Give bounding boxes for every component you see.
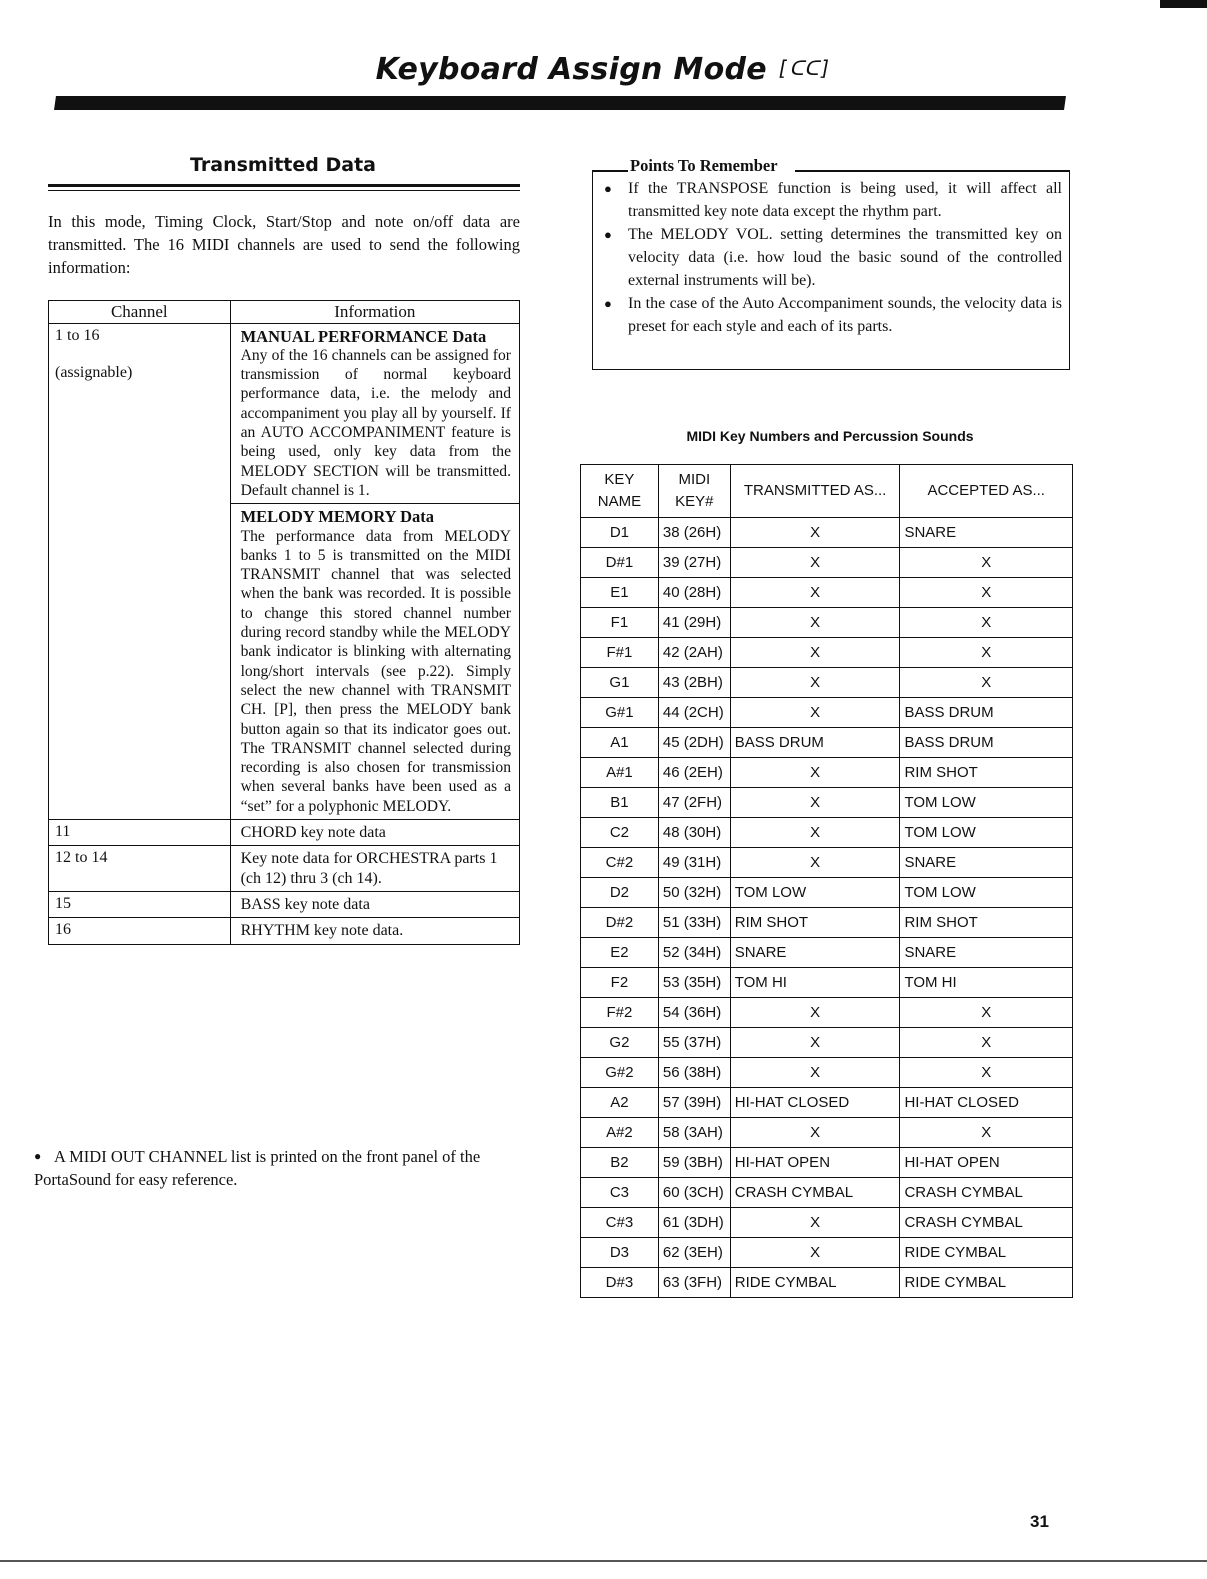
point-text: The MELODY VOL. setting determines the transmitted key on velocity data (i.e. how loud the basic sound of the controlled external instruments will be). bbox=[628, 226, 1062, 289]
midi-key-cell: 50 (32H) bbox=[658, 878, 730, 908]
table-row bbox=[581, 608, 1073, 638]
accepted-cell: X bbox=[900, 668, 1073, 698]
key-name-cell: C#2 bbox=[581, 848, 659, 878]
info-cell-memory bbox=[230, 504, 519, 820]
transmitted-cell: X bbox=[730, 998, 900, 1028]
title-underline-bar bbox=[54, 96, 1066, 110]
midi-key-cell: 56 (38H) bbox=[658, 1058, 730, 1088]
midi-key-cell: 48 (30H) bbox=[658, 818, 730, 848]
channel-cell: 16 bbox=[49, 918, 231, 944]
midi-key-cell: 41 (29H) bbox=[658, 608, 730, 638]
midi-key-cell: 43 (2BH) bbox=[658, 668, 730, 698]
transmitted-cell: X bbox=[730, 608, 900, 638]
table-row bbox=[581, 788, 1073, 818]
key-name-cell: C#3 bbox=[581, 1208, 659, 1238]
channel-table bbox=[48, 300, 520, 945]
accepted-cell: X bbox=[900, 578, 1073, 608]
accepted-cell: TOM LOW bbox=[900, 818, 1073, 848]
key-name-cell: B2 bbox=[581, 1148, 659, 1178]
accepted-cell: BASS DRUM bbox=[900, 728, 1073, 758]
info-cell: RHYTHM key note data. bbox=[230, 918, 519, 944]
key-name-cell: F#2 bbox=[581, 998, 659, 1028]
midi-table-heading: MIDI Key Numbers and Percussion Sounds bbox=[686, 428, 974, 444]
table-row bbox=[581, 818, 1073, 848]
table-row bbox=[581, 698, 1073, 728]
key-name-cell: E1 bbox=[581, 578, 659, 608]
table-row bbox=[49, 323, 520, 504]
channel-cell bbox=[49, 323, 231, 819]
key-name-cell: G#2 bbox=[581, 1058, 659, 1088]
page-title bbox=[0, 52, 1207, 87]
transmitted-cell: RIM SHOT bbox=[730, 908, 900, 938]
table-row bbox=[581, 938, 1073, 968]
table-row bbox=[581, 1178, 1073, 1208]
table-row bbox=[581, 518, 1073, 548]
accepted-cell: CRASH CYMBAL bbox=[900, 1178, 1073, 1208]
col-header-midi-key: MIDI KEY# bbox=[658, 465, 730, 518]
col-header-accepted: ACCEPTED AS... bbox=[900, 465, 1073, 518]
info-cell: Key note data for ORCHESTRA parts 1 (ch 12) thru 3 (ch 14). bbox=[230, 846, 519, 892]
accepted-cell: CRASH CYMBAL bbox=[900, 1208, 1073, 1238]
key-name-cell: B1 bbox=[581, 788, 659, 818]
section-heading: Transmitted Data bbox=[190, 154, 376, 176]
points-box-top-rule bbox=[795, 170, 1070, 172]
midi-key-cell: 51 (33H) bbox=[658, 908, 730, 938]
transmitted-cell: X bbox=[730, 818, 900, 848]
info-cell: CHORD key note data bbox=[230, 820, 519, 846]
channel-note: (assignable) bbox=[55, 364, 133, 382]
key-name-cell: A#1 bbox=[581, 758, 659, 788]
table-row bbox=[581, 998, 1073, 1028]
table-row bbox=[581, 1148, 1073, 1178]
midi-key-cell: 63 (3FH) bbox=[658, 1268, 730, 1298]
table-row bbox=[49, 820, 520, 846]
transmitted-cell: SNARE bbox=[730, 938, 900, 968]
transmitted-cell: BASS DRUM bbox=[730, 728, 900, 758]
key-name-cell: F2 bbox=[581, 968, 659, 998]
accepted-cell: RIM SHOT bbox=[900, 758, 1073, 788]
bullet-icon: ● bbox=[34, 1149, 42, 1163]
midi-key-cell: 59 (3BH) bbox=[658, 1148, 730, 1178]
point-text: If the TRANSPOSE function is being used, it will affect all transmitted key note data except the rhythm part. bbox=[628, 180, 1062, 220]
points-title: Points To Remember bbox=[630, 156, 778, 175]
manual-performance-title: MANUAL PERFORMANCE Data bbox=[240, 326, 487, 346]
accepted-cell: X bbox=[900, 548, 1073, 578]
table-row bbox=[581, 1028, 1073, 1058]
midi-table-body bbox=[581, 518, 1073, 1298]
transmitted-cell: X bbox=[730, 1028, 900, 1058]
channel-cell: 15 bbox=[49, 891, 231, 917]
table-row bbox=[581, 728, 1073, 758]
table-row bbox=[49, 918, 520, 944]
key-name-cell: A2 bbox=[581, 1088, 659, 1118]
midi-key-cell: 62 (3EH) bbox=[658, 1238, 730, 1268]
midi-key-cell: 58 (3AH) bbox=[658, 1118, 730, 1148]
points-box-top-rule bbox=[592, 170, 628, 172]
bottom-rule bbox=[0, 1560, 1207, 1562]
table-row bbox=[581, 668, 1073, 698]
mode-code: [ᑕᑕ] bbox=[776, 56, 832, 80]
page-number: 31 bbox=[1030, 1512, 1049, 1531]
midi-key-cell: 45 (2DH) bbox=[658, 728, 730, 758]
table-row bbox=[581, 1238, 1073, 1268]
table-row bbox=[49, 891, 520, 917]
table-row bbox=[581, 1208, 1073, 1238]
accepted-cell: X bbox=[900, 998, 1073, 1028]
accepted-cell: BASS DRUM bbox=[900, 698, 1073, 728]
footnote bbox=[34, 1145, 524, 1191]
accepted-cell: RIDE CYMBAL bbox=[900, 1268, 1073, 1298]
col-header-transmitted: TRANSMITTED AS... bbox=[730, 465, 900, 518]
col-header-information: Information bbox=[230, 301, 519, 324]
intro-paragraph: In this mode, Timing Clock, Start/Stop and note on/off data are transmitted. The 16 MIDI channels are used to send the following information: bbox=[48, 212, 520, 277]
footnote-text: A MIDI OUT CHANNEL list is printed on the front panel of the PortaSound for easy reference. bbox=[34, 1147, 481, 1189]
info-cell-manual bbox=[230, 323, 519, 504]
point-text: In the case of the Auto Accompaniment sounds, the velocity data is preset for each style and each of its parts. bbox=[628, 295, 1062, 335]
accepted-cell: TOM HI bbox=[900, 968, 1073, 998]
key-name-cell: A1 bbox=[581, 728, 659, 758]
transmitted-cell: X bbox=[730, 518, 900, 548]
transmitted-cell: X bbox=[730, 1118, 900, 1148]
accepted-cell: TOM LOW bbox=[900, 788, 1073, 818]
midi-key-cell: 49 (31H) bbox=[658, 848, 730, 878]
table-row bbox=[581, 1268, 1073, 1298]
table-row bbox=[581, 758, 1073, 788]
table-row bbox=[581, 1118, 1073, 1148]
midi-key-cell: 57 (39H) bbox=[658, 1088, 730, 1118]
accepted-cell: X bbox=[900, 1118, 1073, 1148]
table-row bbox=[581, 848, 1073, 878]
accepted-cell: HI-HAT CLOSED bbox=[900, 1088, 1073, 1118]
key-name-cell: D1 bbox=[581, 518, 659, 548]
manual-performance-text: Any of the 16 channels can be assigned for transmission of normal keyboard performance data, i.e. the melody and accompaniment you play all by yourself. If an AUTO ACCOMPANIMENT feature is being used, only key data from the MELODY SECTION will be transmitted. Default channel is 1. bbox=[240, 346, 511, 499]
transmitted-cell: HI-HAT OPEN bbox=[730, 1148, 900, 1178]
table-row bbox=[581, 1088, 1073, 1118]
bullet-icon: ● bbox=[604, 227, 612, 242]
midi-key-cell: 52 (34H) bbox=[658, 938, 730, 968]
points-list bbox=[602, 177, 1062, 338]
channel-cell: 11 bbox=[49, 820, 231, 846]
midi-key-cell: 38 (26H) bbox=[658, 518, 730, 548]
midi-key-cell: 46 (2EH) bbox=[658, 758, 730, 788]
key-name-cell: G2 bbox=[581, 1028, 659, 1058]
table-row bbox=[581, 968, 1073, 998]
transmitted-cell: X bbox=[730, 578, 900, 608]
transmitted-cell: TOM HI bbox=[730, 968, 900, 998]
page-title-text: Keyboard Assign Mode bbox=[375, 52, 767, 87]
transmitted-cell: X bbox=[730, 1238, 900, 1268]
transmitted-cell: X bbox=[730, 848, 900, 878]
transmitted-cell: HI-HAT CLOSED bbox=[730, 1088, 900, 1118]
list-item bbox=[602, 177, 1062, 223]
section-rule-thin bbox=[48, 190, 520, 191]
melody-memory-title: MELODY MEMORY Data bbox=[240, 507, 435, 527]
col-header-channel: Channel bbox=[49, 301, 231, 324]
midi-key-cell: 61 (3DH) bbox=[658, 1208, 730, 1238]
midi-key-cell: 60 (3CH) bbox=[658, 1178, 730, 1208]
section-rule bbox=[48, 184, 520, 187]
key-name-cell: D3 bbox=[581, 1238, 659, 1268]
key-name-cell: G1 bbox=[581, 668, 659, 698]
accepted-cell: SNARE bbox=[900, 938, 1073, 968]
accepted-cell: X bbox=[900, 1058, 1073, 1088]
bullet-icon: ● bbox=[604, 181, 612, 196]
midi-key-cell: 42 (2AH) bbox=[658, 638, 730, 668]
key-name-cell: D2 bbox=[581, 878, 659, 908]
table-row bbox=[581, 638, 1073, 668]
transmitted-cell: X bbox=[730, 1058, 900, 1088]
transmitted-cell: X bbox=[730, 1208, 900, 1238]
key-name-cell: D#1 bbox=[581, 548, 659, 578]
table-row bbox=[581, 878, 1073, 908]
midi-key-cell: 47 (2FH) bbox=[658, 788, 730, 818]
transmitted-cell: X bbox=[730, 668, 900, 698]
key-name-cell: F#1 bbox=[581, 638, 659, 668]
key-name-cell: C3 bbox=[581, 1178, 659, 1208]
corner-mark bbox=[1160, 0, 1207, 8]
midi-key-cell: 44 (2CH) bbox=[658, 698, 730, 728]
accepted-cell: X bbox=[900, 1028, 1073, 1058]
transmitted-cell: X bbox=[730, 788, 900, 818]
info-cell: BASS key note data bbox=[230, 891, 519, 917]
transmitted-cell: X bbox=[730, 638, 900, 668]
key-name-cell: E2 bbox=[581, 938, 659, 968]
accepted-cell: RIDE CYMBAL bbox=[900, 1238, 1073, 1268]
col-header-key-name: KEY NAME bbox=[581, 465, 659, 518]
midi-key-table bbox=[580, 464, 1073, 1298]
list-item bbox=[602, 223, 1062, 292]
transmitted-cell: X bbox=[730, 698, 900, 728]
table-row bbox=[581, 548, 1073, 578]
transmitted-cell: CRASH CYMBAL bbox=[730, 1178, 900, 1208]
accepted-cell: TOM LOW bbox=[900, 878, 1073, 908]
table-row bbox=[581, 908, 1073, 938]
key-name-cell: D#2 bbox=[581, 908, 659, 938]
transmitted-cell: X bbox=[730, 548, 900, 578]
transmitted-cell: X bbox=[730, 758, 900, 788]
table-row bbox=[581, 1058, 1073, 1088]
table-header-row bbox=[49, 301, 520, 324]
accepted-cell: SNARE bbox=[900, 848, 1073, 878]
key-name-cell: F1 bbox=[581, 608, 659, 638]
accepted-cell: HI-HAT OPEN bbox=[900, 1148, 1073, 1178]
midi-header-row bbox=[581, 465, 1073, 518]
midi-key-cell: 54 (36H) bbox=[658, 998, 730, 1028]
melody-memory-text: The performance data from MELODY banks 1 to 5 is transmitted on the MIDI TRANSMIT channel that was selected when the bank was recorded. It is possible to change this stored channel number during record standby while the MELODY bank indicator is blinking with alternating long/short intervals (see p.22). Simply select the new channel with TRANSMIT CH. [P], then press the MELODY bank button again so that its indicator goes out. The TRANSMIT channel selected during recording is also chosen for transmission when several banks have been used as a “set” for a polyphonic MELODY. bbox=[240, 527, 511, 815]
midi-key-cell: 55 (37H) bbox=[658, 1028, 730, 1058]
midi-key-cell: 53 (35H) bbox=[658, 968, 730, 998]
table-row bbox=[581, 578, 1073, 608]
accepted-cell: RIM SHOT bbox=[900, 908, 1073, 938]
accepted-cell: X bbox=[900, 608, 1073, 638]
accepted-cell: SNARE bbox=[900, 518, 1073, 548]
transmitted-cell: RIDE CYMBAL bbox=[730, 1268, 900, 1298]
transmitted-cell: TOM LOW bbox=[730, 878, 900, 908]
key-name-cell: C2 bbox=[581, 818, 659, 848]
table-row bbox=[49, 846, 520, 892]
key-name-cell: D#3 bbox=[581, 1268, 659, 1298]
channel-range: 1 to 16 bbox=[55, 326, 100, 344]
list-item bbox=[602, 292, 1062, 338]
midi-key-cell: 40 (28H) bbox=[658, 578, 730, 608]
midi-key-cell: 39 (27H) bbox=[658, 548, 730, 578]
key-name-cell: G#1 bbox=[581, 698, 659, 728]
accepted-cell: X bbox=[900, 638, 1073, 668]
key-name-cell: A#2 bbox=[581, 1118, 659, 1148]
channel-cell: 12 to 14 bbox=[49, 846, 231, 892]
bullet-icon: ● bbox=[604, 296, 612, 311]
